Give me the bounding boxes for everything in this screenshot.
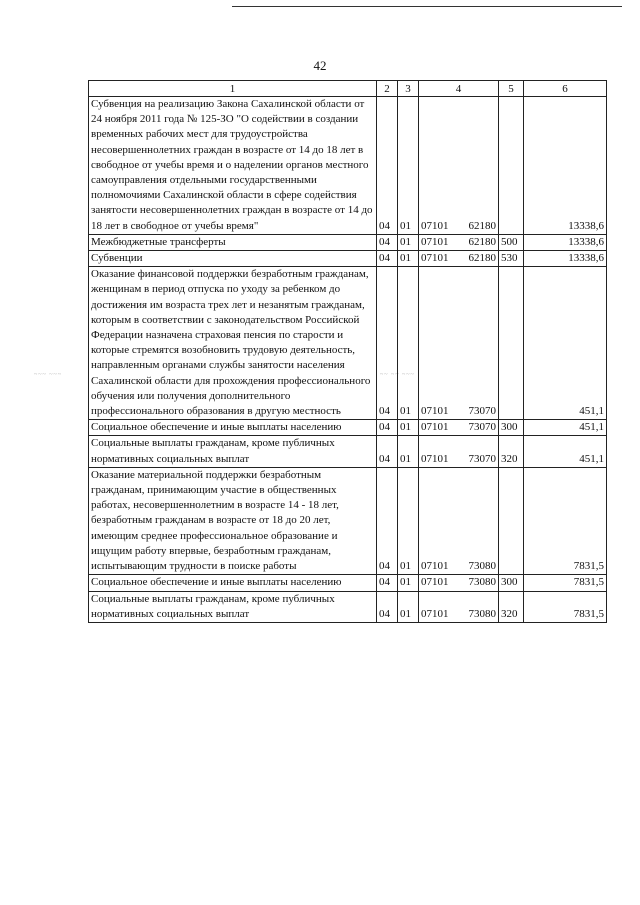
- column-header: 4: [419, 81, 499, 97]
- target-article-cell: [419, 234, 499, 250]
- table-row: [89, 591, 607, 622]
- target-article-direction-code: 73070: [468, 405, 496, 418]
- table-row: [89, 575, 607, 591]
- row-name-cell: Социальное обеспечение и иные выплаты населению: [89, 575, 377, 591]
- expense-type-cell: [499, 467, 524, 574]
- target-article-direction-code: 73080: [468, 576, 496, 589]
- table-row: [89, 97, 607, 235]
- target-article-program-code: 07101: [421, 421, 449, 434]
- table-row: [89, 436, 607, 467]
- subsection-cell: 01: [398, 467, 419, 574]
- amount-cell: 13338,6: [524, 251, 607, 267]
- amount-cell: 451,1: [524, 267, 607, 420]
- scan-artifact: ~~~ ~~~: [34, 372, 62, 378]
- column-header: 5: [499, 81, 524, 97]
- subsection-cell: 01: [398, 234, 419, 250]
- table-row: [89, 251, 607, 267]
- row-name-cell: Субвенция на реализацию Закона Сахалинской области от 24 ноября 2011 года № 125-ЗО "О содействии в создании временных рабочих мест для трудоустройства несовершеннолетних граждан в возрасте от 14 до 18 лет в свободное от учебы время и о наделении органов местного самоуправления отдельными государственными полномочиями Сахалинской области в сфере содействия занятости несовершеннолетних граждан в возрасте от 14 до 18 лет в свободное от учебы время": [89, 97, 377, 235]
- target-article-cell: [419, 591, 499, 622]
- page-number: 42: [313, 58, 327, 73]
- header-row: [89, 81, 607, 97]
- row-name-cell: Оказание финансовой поддержки безработным гражданам, женщинам в период отпуска по уходу за ребенком до достижения им возраста трех лет и незанятым гражданам, которым в соответствии с законодательством Российской Федерации назначена страховая пенсия по старости и которые стремятся возобновить трудовую деятельность, направленным органами службы занятости населения Сахалинской области для прохождения профессионального обучения или получения дополнительного профессионального образования в другую местность: [89, 267, 377, 420]
- scan-artifact: ~~ ~~ ~~~: [380, 372, 415, 378]
- target-article-direction-code: 73070: [468, 452, 496, 465]
- subsection-cell: 01: [398, 575, 419, 591]
- subsection-cell: 01: [398, 251, 419, 267]
- amount-cell: 13338,6: [524, 234, 607, 250]
- target-article-cell: [419, 251, 499, 267]
- expense-type-cell: 530: [499, 251, 524, 267]
- target-article-direction-code: 73080: [468, 607, 496, 620]
- table-row: [89, 234, 607, 250]
- expense-type-cell: 300: [499, 420, 524, 436]
- target-article-program-code: 07101: [421, 252, 449, 265]
- section-cell: 04: [377, 420, 398, 436]
- section-cell: 04: [377, 591, 398, 622]
- target-article-direction-code: 62180: [468, 235, 496, 248]
- section-cell: 04: [377, 251, 398, 267]
- subsection-cell: 01: [398, 97, 419, 235]
- row-name-cell: Межбюджетные трансферты: [89, 234, 377, 250]
- amount-cell: 7831,5: [524, 575, 607, 591]
- section-cell: 04: [377, 97, 398, 235]
- target-article-direction-code: 62180: [468, 219, 496, 232]
- amount-cell: 13338,6: [524, 97, 607, 235]
- target-article-cell: [419, 575, 499, 591]
- amount-cell: 7831,5: [524, 591, 607, 622]
- section-cell: 04: [377, 234, 398, 250]
- column-header: 1: [89, 81, 377, 97]
- row-name-cell: Социальные выплаты гражданам, кроме публичных нормативных социальных выплат: [89, 436, 377, 467]
- table-row: [89, 467, 607, 574]
- target-article-program-code: 07101: [421, 576, 449, 589]
- column-header: 3: [398, 81, 419, 97]
- section-cell: 04: [377, 575, 398, 591]
- budget-table: [88, 80, 607, 623]
- row-name-cell: Субвенции: [89, 251, 377, 267]
- amount-cell: 7831,5: [524, 467, 607, 574]
- target-article-cell: [419, 420, 499, 436]
- expense-type-cell: 320: [499, 436, 524, 467]
- target-article-direction-code: 62180: [468, 252, 496, 265]
- amount-cell: 451,1: [524, 420, 607, 436]
- column-header: 6: [524, 81, 607, 97]
- row-name-cell: Социальные выплаты гражданам, кроме публичных нормативных социальных выплат: [89, 591, 377, 622]
- expense-type-cell: 300: [499, 575, 524, 591]
- target-article-program-code: 07101: [421, 405, 449, 418]
- section-cell: 04: [377, 467, 398, 574]
- target-article-cell: [419, 97, 499, 235]
- target-article-program-code: 07101: [421, 235, 449, 248]
- subsection-cell: 01: [398, 267, 419, 420]
- row-name-cell: Социальное обеспечение и иные выплаты населению: [89, 420, 377, 436]
- top-rule: [232, 6, 622, 7]
- section-cell: 04: [377, 436, 398, 467]
- table-row: [89, 420, 607, 436]
- amount-cell: 451,1: [524, 436, 607, 467]
- subsection-cell: 01: [398, 591, 419, 622]
- target-article-cell: [419, 467, 499, 574]
- target-article-program-code: 07101: [421, 560, 449, 573]
- expense-type-cell: [499, 97, 524, 235]
- section-cell: 04: [377, 267, 398, 420]
- target-article-cell: [419, 267, 499, 420]
- subsection-cell: 01: [398, 436, 419, 467]
- target-article-program-code: 07101: [421, 607, 449, 620]
- subsection-cell: 01: [398, 420, 419, 436]
- expense-type-cell: [499, 267, 524, 420]
- table-row: [89, 267, 607, 420]
- target-article-program-code: 07101: [421, 219, 449, 232]
- column-header: 2: [377, 81, 398, 97]
- expense-type-cell: 320: [499, 591, 524, 622]
- target-article-direction-code: 73070: [468, 421, 496, 434]
- target-article-cell: [419, 436, 499, 467]
- target-article-program-code: 07101: [421, 452, 449, 465]
- expense-type-cell: 500: [499, 234, 524, 250]
- row-name-cell: Оказание материальной поддержки безработным гражданам, принимающим участие в общественных работах, несовершеннолетним в возрасте 14 - 18 лет, безработным гражданам в возрасте от 18 до 20 лет, имеющим среднее профессиональное образование и ищущим работу впервые, безработным гражданам, испытывающим трудности в поиске работы: [89, 467, 377, 574]
- target-article-direction-code: 73080: [468, 560, 496, 573]
